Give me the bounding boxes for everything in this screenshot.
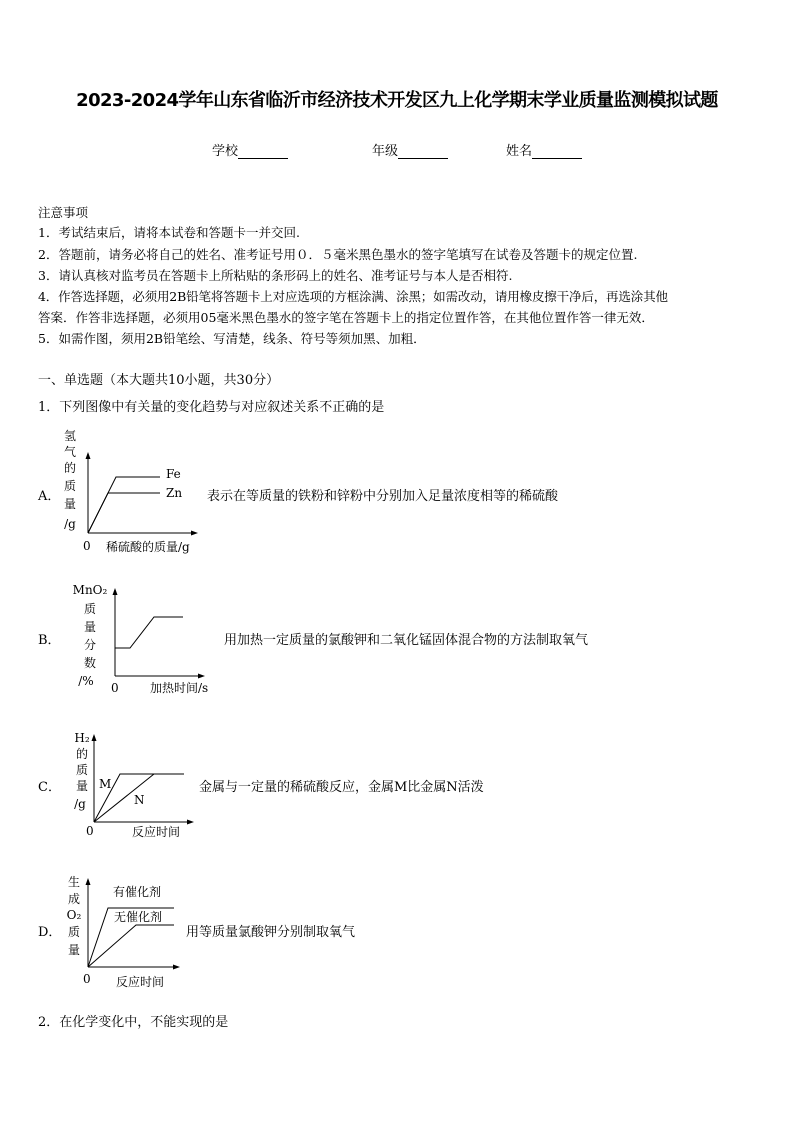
note-item: 4．作答选择题，必须用2B铅笔将答题卡上对应选项的方框涂满、涂黑；如需改动，请用橡皮擦干净后，再选涂其他 (38, 289, 668, 304)
notes-heading: 注意事项 (38, 205, 89, 220)
option-b-graph (70, 580, 230, 700)
note-item: 2．答题前，请务必将自己的姓名、准考证号用０．５毫米黑色墨水的签字笔填写在试卷及答题卡的规定位置. (38, 247, 638, 262)
fe-curve (88, 477, 160, 533)
y-label-char: 量 (63, 497, 77, 511)
y-label-char: 量 (75, 779, 89, 793)
y-label-char: 质 (67, 925, 81, 939)
option-d-label: D． (38, 925, 62, 940)
note-item: 1．考试结束后，请将本试卷和答题卡一并交回. (38, 225, 300, 240)
x-axis-label: 反应时间 (132, 825, 181, 839)
name-blank[interactable] (532, 145, 582, 159)
grade-field[interactable] (372, 140, 448, 159)
series-label-zn: Zn (166, 486, 183, 500)
series-label-with-catalyst: 有催化剂 (113, 885, 162, 899)
y-label-char: 生 (67, 875, 81, 889)
y-label-char: O₂ (66, 908, 82, 922)
y-label-char: H₂ (74, 731, 90, 745)
y-label-char: 质 (75, 763, 89, 777)
y-axis-arrow (86, 452, 91, 459)
y-axis-arrow (86, 878, 91, 885)
x-axis-arrow (191, 531, 198, 536)
x-axis-label: 反应时间 (116, 975, 165, 989)
y-label-char: 数 (83, 656, 97, 670)
school-blank[interactable] (238, 145, 288, 159)
y-label-char: /g (74, 797, 86, 811)
name-label: 姓名 (506, 144, 533, 159)
name-field[interactable] (506, 140, 582, 159)
y-label-char: 的 (75, 747, 89, 761)
origin-label: 0 (86, 824, 94, 838)
option-c-text: 金属与一定量的稀硫酸反应，金属M比金属N活泼 (199, 780, 484, 795)
x-axis-arrow (187, 820, 194, 825)
option-b-text: 用加热一定质量的氯酸钾和二氧化锰固体混合物的方法制取氧气 (224, 633, 589, 648)
page-title: 2023-2024学年山东省临沂市经济技术开发区九上化学期末学业质量监测模拟试题 (76, 90, 718, 111)
y-label-char: 成 (67, 892, 81, 906)
zn-curve (88, 493, 160, 533)
y-axis-arrow (92, 734, 97, 741)
note-item: 3．请认真核对监考员在答题卡上所粘贴的条形码上的姓名、准考证号与本人是否相符. (38, 268, 513, 283)
mno2-curve (115, 617, 183, 648)
note-item: 答案．作答非选择题，必须用05毫米黑色墨水的签字笔在答题卡上的指定位置作答，在其他位置作答一律无效． (38, 310, 654, 325)
grade-label: 年级 (372, 144, 399, 159)
option-a-graph (56, 426, 216, 556)
x-axis-label: 稀硫酸的质量/g (106, 540, 190, 554)
y-label-char: 质 (83, 602, 97, 616)
y-label-char: /g (64, 517, 76, 531)
y-axis-arrow (113, 588, 118, 595)
question-stem: 2．在化学变化中，不能实现的是 (38, 1015, 229, 1030)
y-label-char: 量 (83, 620, 97, 634)
series-label-n: N (134, 793, 145, 807)
y-label-top: MnO₂ (72, 583, 108, 597)
option-d-text: 用等质量氯酸钾分别制取氧气 (186, 925, 356, 940)
y-label-char: 质 (63, 479, 77, 493)
option-a-label: A． (38, 489, 61, 504)
y-label-char: 气 (63, 445, 77, 459)
origin-label: 0 (83, 972, 91, 986)
note-item: 5．如需作图，须用2B铅笔绘、写清楚，线条、符号等须加黑、加粗． (38, 331, 426, 346)
option-a-text: 表示在等质量的铁粉和锌粉中分别加入足量浓度相等的稀硫酸 (207, 489, 559, 504)
series-label-m: M (99, 777, 112, 791)
origin-label: 0 (83, 539, 91, 553)
x-axis-label: 加热时间/s (150, 681, 209, 695)
y-label-char: 分 (83, 638, 97, 652)
x-axis-arrow (173, 965, 180, 970)
x-axis-arrow (198, 674, 205, 679)
grade-blank[interactable] (398, 145, 448, 159)
series-label-without-catalyst: 无催化剂 (114, 910, 163, 924)
y-label-char: /% (78, 674, 94, 688)
question-stem: 1．下列图像中有关量的变化趋势与对应叙述关系不正确的是 (38, 400, 385, 415)
option-c-graph (62, 726, 212, 846)
option-c-label: C． (38, 780, 61, 795)
origin-label: 0 (111, 681, 119, 695)
y-label-char: 的 (63, 461, 77, 475)
series-label-fe: Fe (166, 467, 181, 481)
school-label: 学校 (212, 144, 239, 159)
y-label-char: 量 (67, 943, 81, 957)
school-field[interactable] (212, 140, 288, 159)
without-catalyst-curve (88, 925, 174, 967)
section-heading: 一、单选题（本大题共10小题，共30分） (38, 373, 280, 388)
y-label-char: 氢 (63, 429, 77, 443)
option-b-label: B． (38, 633, 61, 648)
